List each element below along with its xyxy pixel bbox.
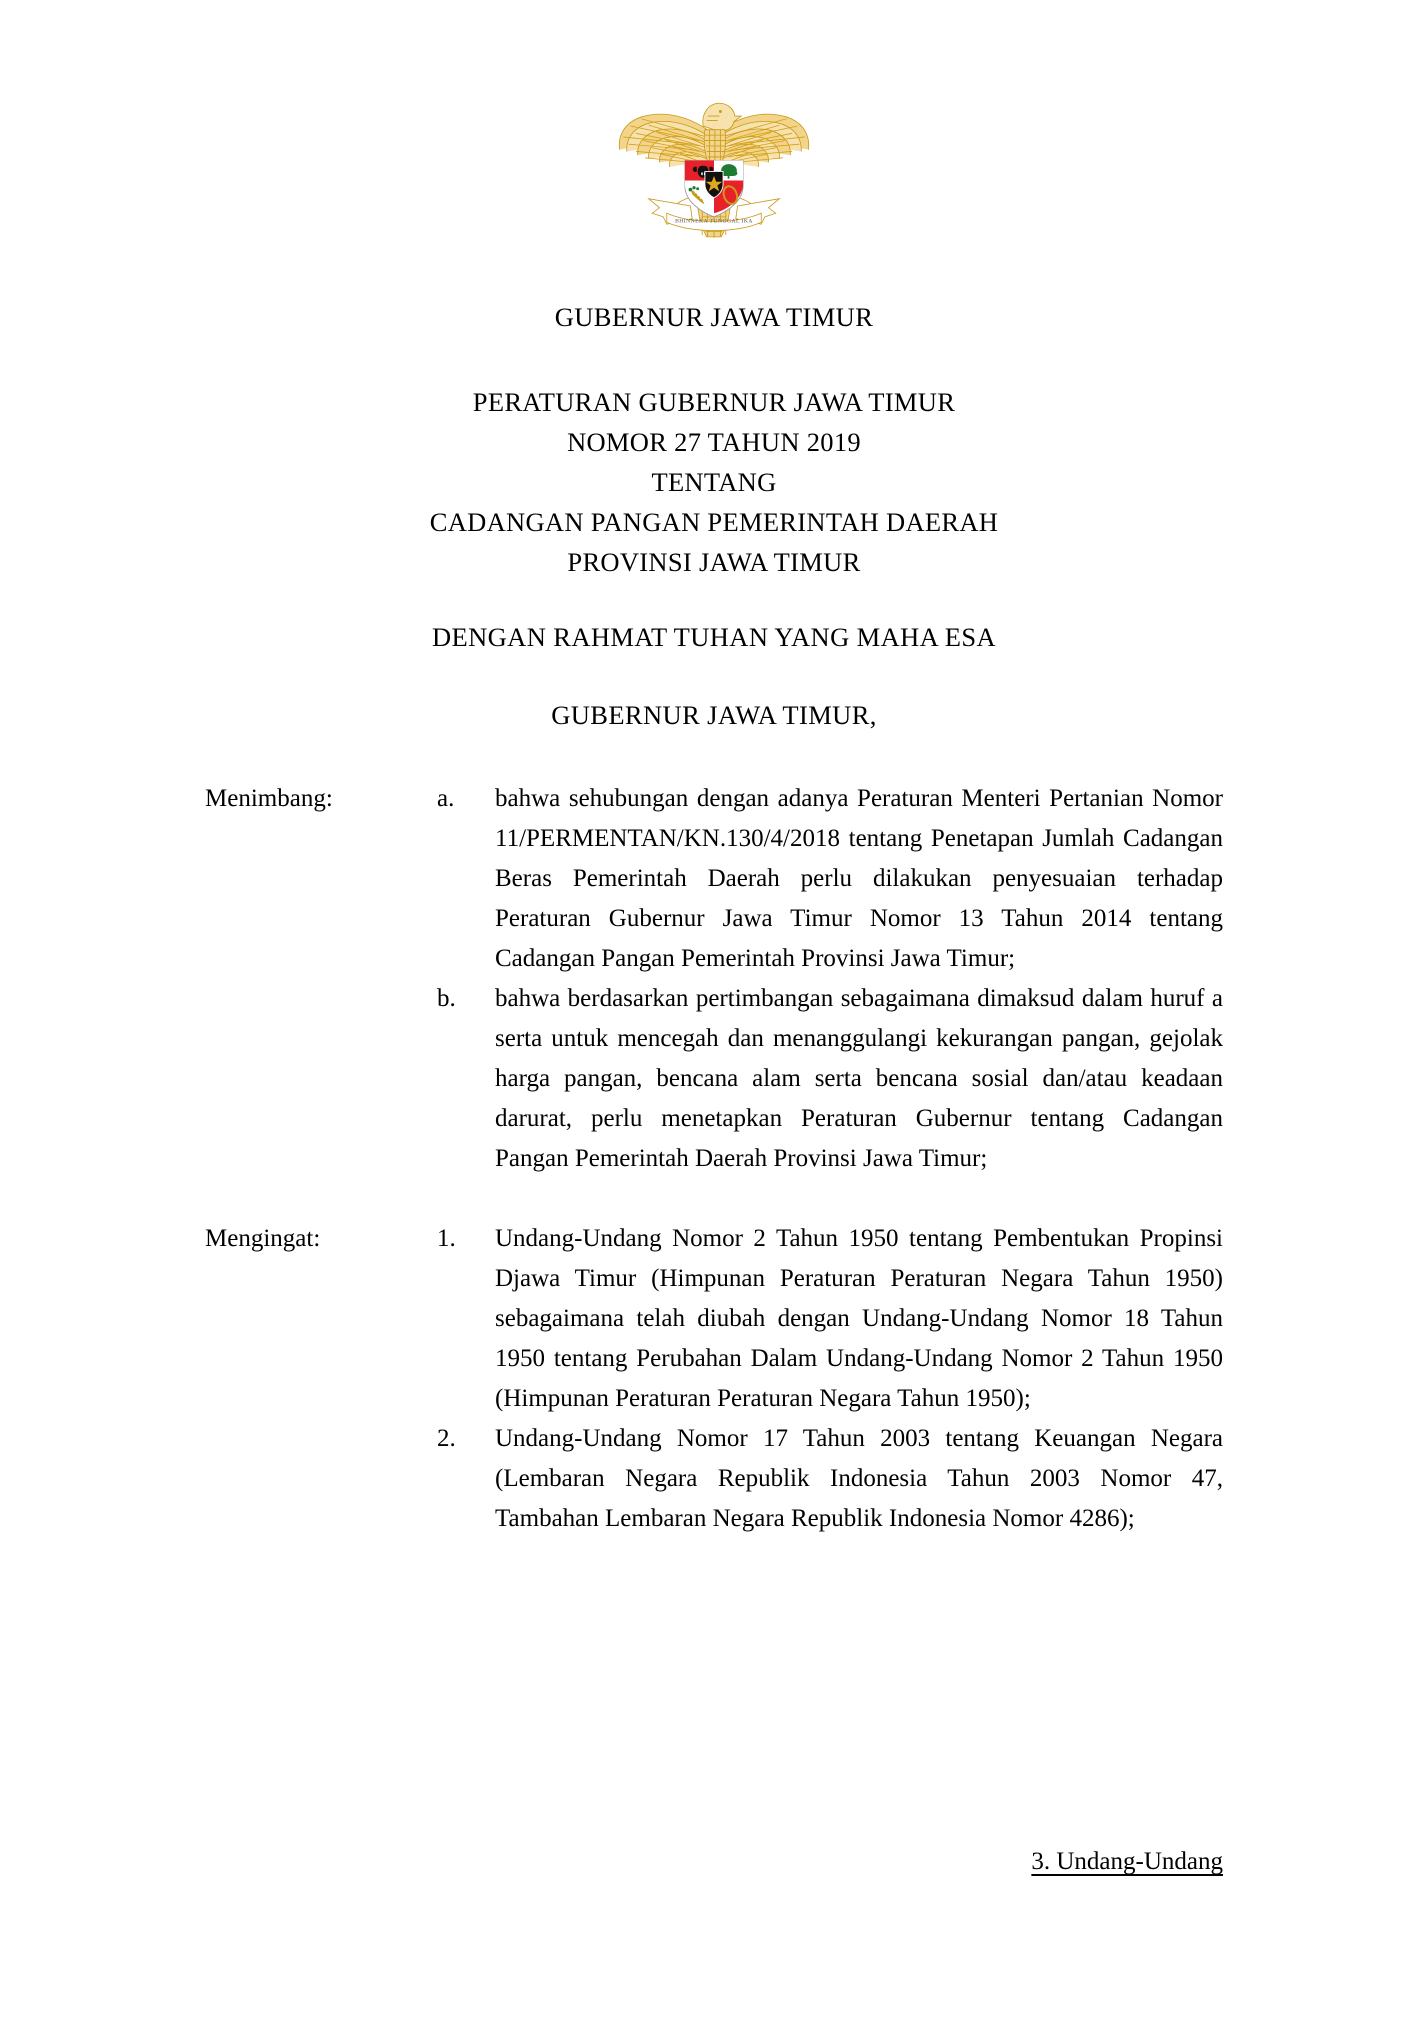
title-line-1: PERATURAN GUBERNUR JAWA TIMUR [472,387,956,417]
title-line-5: PROVINSI JAWA TIMUR [567,547,861,577]
signatory-heading: GUBERNUR JAWA TIMUR, [551,700,877,730]
document-title-block [0,382,1428,582]
clause-text: bahwa sehubungan dengan adanya Peraturan Menteri Pertanian Nomor 11/PERMENTAN/KN.130/4/2018 tentang Penetapan Jumlah Cadangan Beras Pemerintah Daerah perlu dilakukan penyesuaian terhadap Peraturan Gubernur Jawa Timur Nomor 13 Tahun 2014 tentang Cadangan Pangan Pemerintah Provinsi Jawa Timur; [495,785,1223,972]
clause-marker: b. [437,985,456,1012]
emblem-motto-text: BHINNEKA TUNGGAL IKA [675,218,753,225]
clause-text: bahwa berdasarkan pertimbangan sebagaimana dimaksud dalam huruf a serta untuk mencegah dan menanggulangi kekurangan pangan, gejolak harga pangan, bencana alam serta bencana sosial dan/atau keadaan darurat, perlu menetapkan Peraturan Gubernur tentang Cadangan Pangan Pemerintah Daerah Provinsi Jawa Timur; [495,985,1223,1172]
clause-item [437,1419,1223,1539]
section-items-menimbang [437,779,1223,1179]
invocation-line: DENGAN RAHMAT TUHAN YANG MAHA ESA [431,622,997,652]
clause-item [437,1219,1223,1419]
section-menimbang [205,779,1223,1179]
section-label-mengingat: Mengingat: [205,1225,321,1252]
page-catchword [0,1845,1223,1879]
title-line-2: NOMOR 27 TAHUN 2019 [567,427,861,457]
clauses-area [205,779,1223,1539]
clause-text: Undang-Undang Nomor 17 Tahun 2003 tentang Keuangan Negara (Lembaran Negara Republik Indonesia Tahun 2003 Nomor 47, Tambahan Lembaran Negara Republik Indonesia Nomor 4286); [495,1425,1223,1532]
clause-marker: 1. [437,1225,456,1252]
clause-marker: a. [437,785,455,812]
catchword-text: 3. Undang-Undang [1031,1848,1223,1875]
clause-item [437,979,1223,1179]
section-items-mengingat [437,1219,1223,1539]
section-mengingat [205,1219,1223,1539]
garuda-pancasila-emblem [605,86,823,246]
emblem-container [0,86,1428,246]
section-label-menimbang: Menimbang: [205,785,333,812]
clause-text: Undang-Undang Nomor 2 Tahun 1950 tentang Pembentukan Propinsi Djawa Timur (Himpunan Peraturan Peraturan Negara Tahun 1950) sebagaimana telah diubah dengan Undang-Undang Nomor 18 Tahun 1950 tentang Perubahan Dalam Undang-Undang Nomor 2 Tahun 1950 (Himpunan Peraturan Peraturan Negara Tahun 1950); [495,1225,1223,1412]
title-line-3: TENTANG [651,467,777,497]
clause-marker: 2. [437,1425,456,1452]
pancasila-shield [685,161,743,217]
title-line-4: CADANGAN PANGAN PEMERINTAH DAERAH [429,507,999,537]
institution-heading: GUBERNUR JAWA TIMUR [554,302,874,332]
clause-item [437,779,1223,979]
